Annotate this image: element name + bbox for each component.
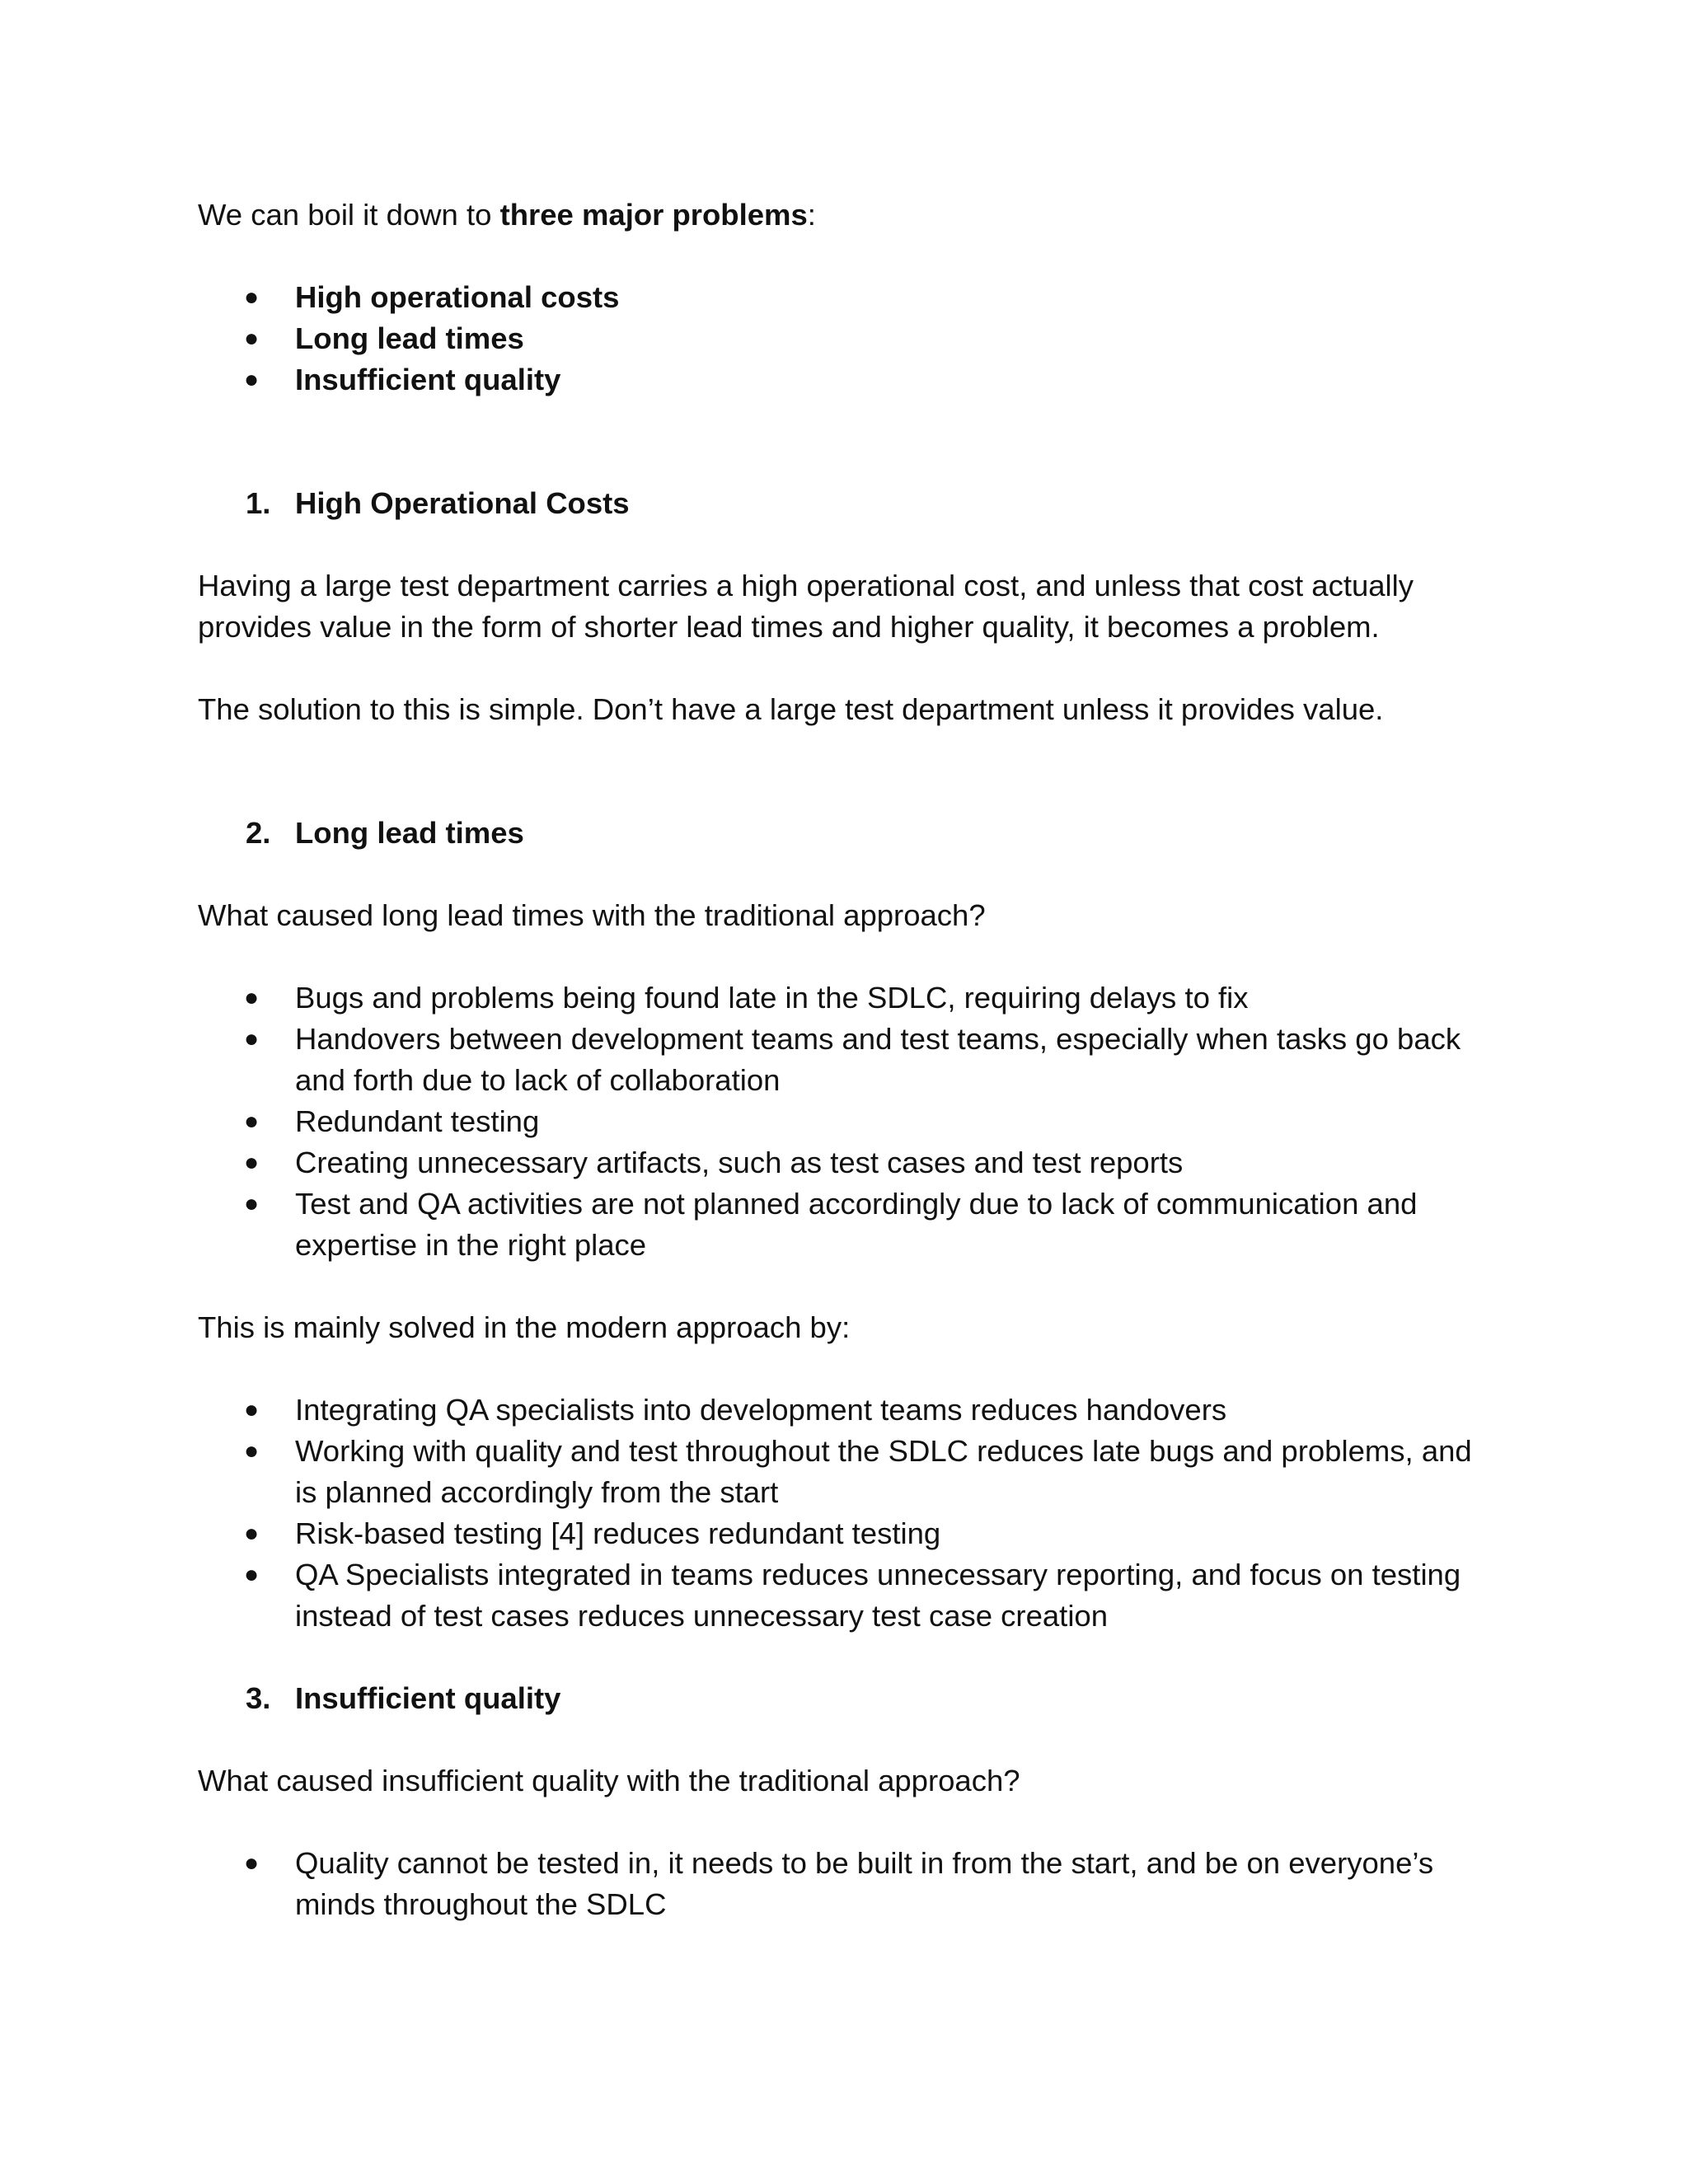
- bullet-icon: ●: [244, 1849, 260, 1877]
- section-heading: Insufficient quality: [295, 1681, 561, 1715]
- bullet-icon: ●: [244, 325, 260, 352]
- solution-item: Integrating QA specialists into development teams reduces handovers: [295, 1393, 1227, 1427]
- cause-item-continuation: and forth due to lack of collaboration: [295, 1063, 781, 1097]
- section-number: 2.: [246, 816, 271, 850]
- cause-item-continuation: minds throughout the SDLC: [295, 1887, 667, 1921]
- bullet-icon: ●: [244, 1520, 260, 1547]
- bullet-icon: ●: [244, 1437, 260, 1465]
- bullet-icon: ●: [244, 366, 260, 393]
- problem-item: High operational costs: [295, 280, 620, 314]
- bullet-icon: ●: [244, 1396, 260, 1423]
- problem-item: Long lead times: [295, 321, 524, 355]
- bullet-icon: ●: [244, 284, 260, 311]
- cause-item-continuation: expertise in the right place: [295, 1228, 647, 1262]
- section-number: 1.: [246, 486, 271, 520]
- intro-paragraph: [198, 194, 816, 236]
- section-number: 3.: [246, 1681, 271, 1715]
- solution-item: QA Specialists integrated in teams reduces unnecessary reporting, and focus on testing: [295, 1558, 1461, 1591]
- bullet-icon: ●: [244, 1025, 260, 1052]
- section1-paragraph: The solution to this is simple. Don’t have a large test department unless it provides value.: [198, 692, 1384, 726]
- solution-item: Working with quality and test throughout the SDLC reduces late bugs and problems, and: [295, 1434, 1472, 1468]
- bullet-icon: ●: [244, 984, 260, 1011]
- solution-item-continuation: instead of test cases reduces unnecessary test case creation: [295, 1599, 1109, 1633]
- cause-item: Handovers between development teams and test teams, especially when tasks go back: [295, 1022, 1461, 1056]
- cause-item: Quality cannot be tested in, it needs to be built in from the start, and be on everyone’s: [295, 1846, 1434, 1880]
- section2-question: What caused long lead times with the traditional approach?: [198, 898, 986, 932]
- cause-item: Bugs and problems being found late in the SDLC, requiring delays to fix: [295, 981, 1249, 1015]
- intro-bold: three major problems: [499, 198, 808, 232]
- section-heading: High Operational Costs: [295, 486, 630, 520]
- section1-paragraph-line: provides value in the form of shorter lead times and higher quality, it becomes a problem.: [198, 610, 1380, 644]
- bullet-icon: ●: [244, 1561, 260, 1588]
- intro-prefix: We can boil it down to: [198, 198, 500, 232]
- bullet-icon: ●: [244, 1108, 260, 1135]
- problem-item: Insufficient quality: [295, 363, 561, 396]
- intro-suffix: :: [807, 198, 816, 232]
- section3-question: What caused insufficient quality with the traditional approach?: [198, 1764, 1020, 1797]
- section2-solution-intro: This is mainly solved in the modern approach by:: [198, 1310, 851, 1344]
- bullet-icon: ●: [244, 1149, 260, 1176]
- cause-item: Test and QA activities are not planned accordingly due to lack of communication and: [295, 1187, 1418, 1221]
- section-heading: Long lead times: [295, 816, 524, 850]
- solution-item: Risk-based testing [4] reduces redundant testing: [295, 1516, 941, 1550]
- cause-item: Redundant testing: [295, 1104, 540, 1138]
- cause-item: Creating unnecessary artifacts, such as test cases and test reports: [295, 1146, 1184, 1179]
- section1-paragraph-line: Having a large test department carries a high operational cost, and unless that cost actually: [198, 569, 1414, 602]
- solution-item-continuation: is planned accordingly from the start: [295, 1475, 779, 1509]
- bullet-icon: ●: [244, 1190, 260, 1217]
